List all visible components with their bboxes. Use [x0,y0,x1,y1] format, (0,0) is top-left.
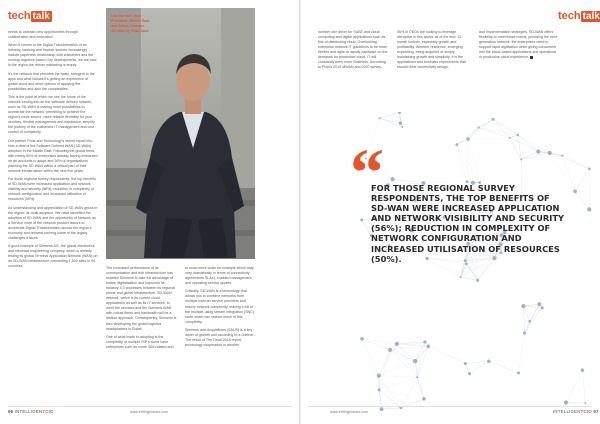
right-column-2 [397,30,470,110]
body-paragraph: One of what leads to adopting is the complexity of multiple ISP's some have enterprises such as some SIM-related and [106,334,174,349]
body-paragraph: The increased performance of its communication and hub infrastructure has enabled Siemens to take full advantage of further digitalisation and improved its industry 4.0 processes between its regional plants and global infrastructure. SD-WAN network, which is its current cloud applications as well as its IT services, to meet the services and the Siemens WAN with robust fibres and bandwidth will be a distinct approach. Consequently, Siemens is also developing the global logistics headquarters in Dubai. [106,266,177,331]
body-paragraph: Our partner Frost and Technology's recent report into how a deal of the Software Defined WAN (SD-WAN) adoption in the Middle East. Following the global trend, with nearly 60% of enterprises already having embarked on an accounts to adopt and 36% of organisations planning the SD-WAN within a critical part of their network infrastructure within the next five years. [8,138,98,173]
end-of-article-icon [530,56,533,59]
body-paragraph: When it comes to the Digital Transformation of an industry, banking and finance sectors increasingly include paperless relationship with customers and the coming cognitive based City developments, we are now in the region the reborn marketing is empty. [8,43,97,68]
left-column-4 [185,266,257,404]
footer-url-left: www.intelligentciso.com [130,410,168,414]
body-paragraph: to know more costs for example which may vary dramatically in terms of connectivity agreements SLAs), enabled management and operating service quotes. [185,266,254,286]
left-column-3 [106,266,177,404]
body-paragraph: number one driver for SASE and cloud computing and digital applications such as this of distributing cloud. Overlooking enterprise network IT guidelines to be more flexible and agile to rapidly capitalise on the demands for productive cloud. IT will constantly been more Business. According to Pixel's 2019 MWAN and 2020 survey. [318,30,388,70]
techtalk-logo-right: tech talk [558,10,600,22]
right-column-1 [318,30,388,110]
pull-quote: FOR THOSE REGIONAL SURVEY RESPONDENTS, THE TOP BENEFITS OF SD-WAN WERE INCREASED APPLICATION AND NETWORK VISIBILITY AND SECURITY (56%); REDUCTION IN COMPLEXITY OF NETWORK CONFIGURATION AND INCREASED UTILISATION OF RESOURCES (50%). [371,183,564,264]
folio-right: INTELLIGENTCIO 97 [553,409,599,414]
body-paragraph: 56% of CEOs are looking to leverage disruptive in this sector as of the end. 12-month horizon, especially growth and profitability. Whether resilience, emerging, expanding, being acquired or simply maintaining growth and simplicity. It is the applications and business experiments that should drive connectivity design. [397,30,466,70]
quote-mark-icon: “ [350,134,380,210]
body-paragraph: Siemens and Acquisitions (SAUS) is a key driver of growth and according to a Gartner... The result of The Dead 2018 report, technology cooperation in another [185,327,257,348]
footer-rule-left [8,406,292,407]
body-paragraph: It's the network that provides the basic, stringent to the apps and what follows it's getting an experience of global cloud and other options of applying the possibilities and also the complexities. [8,71,95,91]
portrait-photo-icon [106,8,255,259]
page-gutter [299,0,301,424]
folio-left: 96 INTELLIGENTCIO [8,409,54,414]
body-paragraph: A good example of Siemens AG, the global electronics and electrical engineering company, which is already testing its global Terminal Application Network (WAN) on an SD-WAN infrastructure connecting 1,500 sites in 94 countries. [8,244,98,269]
body-paragraph: This is the point at which we see the future of the network turning into an the software defined network, such as SD-WAN is making more possibilities to accelerate the network, permitting to achieve the region's more secure, more reliable flexibility for your services, flexible management and expansion, simplify the journey of the customers IT management and cost control of complexity. [8,95,95,135]
footer-url-right: www.intelligentciso.com [330,410,368,414]
photo-caption: Luc Gerrard, Vice President, Middle East and Africa, Vmware SD-Wan by VeloCloud [111,14,150,33]
body-paragraph: and implementation strategies. SD-WAN offers flexibility to meet these norms, providing the next generation network, the enterprises need to support rapid digitisation while giving consumers into the cloud-based applications and operations or productive cloud experience. [479,30,557,60]
right-column-3 [479,30,557,110]
left-column-1 [8,30,98,402]
body-paragraph: needs to unleash new opportunities through collaboration and innovation. [8,30,78,40]
body-paragraph: Critically, SD-WAN is a technology that allows you to combine networks from multiple Internet service providers and reduce network complexity, leaving it full of the multiple-using stream integration (SNC) route which can reduce much of this complexity. [185,289,254,324]
techtalk-logo-left: tech talk [8,10,50,22]
body-paragraph: For those regional survey respondents, the top benefits of SD-WAN were increased application and network visibility and security (56%); reduction in complexity of network configuration and increased utilisation of resources (50%). [8,177,96,202]
body-paragraph: As understanding and appreciation of SD-WAN grows in the region, its multi-adoption. We have identified the adoption of SD-WAN and the opportunity of Network as a Service more of the network product factors to accelerate Digital Transformation across the region's economy and reinvest running some of the legacy challenges it faces. [8,205,98,240]
footer-rule-right [308,406,592,407]
portrait-photo [106,8,255,259]
